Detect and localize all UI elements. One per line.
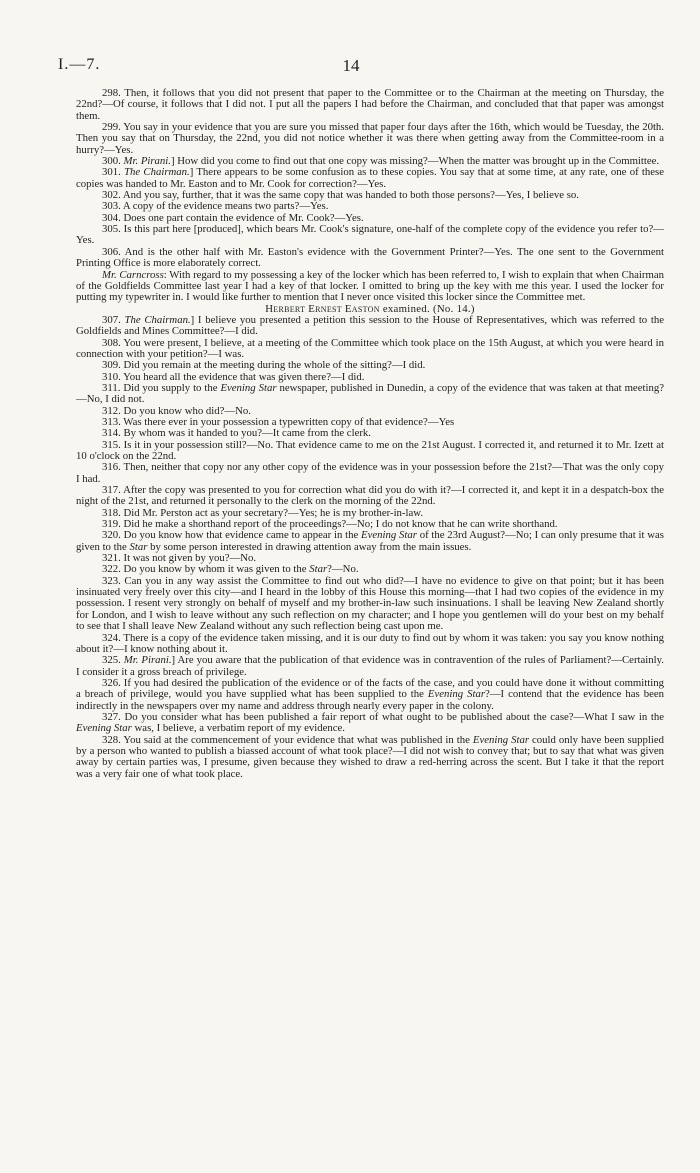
italic-text: Evening Star	[220, 381, 277, 394]
text-run: ] How did you come to find out that one copy was missing?—When the matter was brought up in the Committee.	[170, 155, 660, 168]
italic-text: Evening Star	[472, 733, 530, 746]
text-run: 318. Did Mr. Perston act as your secretary?—Yes; he is my brother-in-law.	[102, 506, 424, 519]
paragraph	[76, 633, 664, 656]
text-run: 313. Was there ever in your possession a typewritten copy of that evidence?—Yes	[102, 415, 455, 428]
text-run: 310. You heard all the evidence that was given there?—I did.	[102, 370, 365, 383]
paragraph	[76, 576, 664, 633]
text-run: 326. If you had desired the publication of the evidence or of the facts of the case, and you could have done it without committing a breach of privilege, would you have supplied what has been supplied to the	[76, 676, 664, 701]
text-run: 314. By whom was it handed to you?—It came from the clerk.	[102, 427, 371, 440]
text-run: ?—I contend that the evidence has been indirectly in the newspapers over my name and address through nearly every paper in the colony.	[76, 688, 664, 712]
paragraph	[76, 735, 664, 780]
paragraph	[76, 338, 664, 361]
text-run: 307.	[102, 313, 125, 326]
italic-text: The Chairman.	[124, 313, 191, 326]
paragraph	[76, 383, 664, 406]
text-run: was, I believe, a verbatim report of my evidence.	[131, 722, 345, 735]
text-run: 303. A copy of the evidence means two parts?—Yes.	[102, 200, 329, 213]
italic-text: Evening Star	[76, 722, 132, 735]
text-run: newspaper, published in Dunedin, a copy of the evidence that was taken at that meeting?—No, I did not.	[76, 381, 664, 406]
paragraph	[76, 122, 664, 156]
italic-text: Mr. Pirani.	[123, 654, 172, 667]
italic-text: Mr. Carncross	[102, 268, 164, 281]
page-header	[58, 56, 644, 76]
text-run: 323. Can you in any way assist the Committee to find out who did?—I have no evidence to give on that point; but it has been insinuated very freely over this city—and I heard in the lobby of this House this morning—that I had two copies of the evidence in my possession. I resent very strongly on behalf of myself and my brother-in-law such insinuations. I shall be leaving New Zealand shortly for London, and I wish to leave without any such reflection on my character; and I hope you gentlemen will do your best on my behalf to see that I shall leave New Zealand without any such reflection being cast upon me.	[76, 574, 664, 633]
paragraph	[76, 270, 664, 304]
paragraph	[76, 530, 664, 553]
text-run: examined. (No. 14.)	[379, 302, 475, 315]
text-run: 300.	[102, 155, 124, 168]
text-run: ] I believe you presented a petition this session to the House of Representatives, which was referred to the Goldfields and Mines Committee?—I did.	[76, 313, 665, 338]
paragraph	[76, 88, 664, 122]
italic-text: Star	[309, 563, 328, 576]
text-run: 301.	[102, 166, 125, 179]
text-run: 305. Is this part here [produced], which bears Mr. Cook's signature, one-half of the complete copy of the evidence you refer to?—Yes.	[76, 223, 664, 247]
text-run: 324. There is a copy of the evidence taken missing, and it is our duty to find out by whom it was taken: you say you know nothing about it?—I know nothing about it.	[76, 631, 664, 655]
paragraph	[76, 167, 664, 190]
text-run: 319. Did he make a shorthand report of the proceedings?—No; I do not know that he can write shorthand.	[102, 518, 558, 531]
text-run: 328. You said at the commencement of your evidence that what was published in the	[102, 733, 473, 746]
text-run: 302. And you say, further, that it was the same copy that was handed to both those persons?—Yes, I believe so.	[102, 189, 579, 202]
text-run: 309. Did you remain at the meeting during the whole of the sitting?—I did.	[102, 359, 426, 372]
paragraph	[76, 224, 664, 247]
text-run: ?—No.	[327, 563, 359, 576]
text-run: 312. Do you know who did?—No.	[102, 404, 251, 417]
text-run: 327. Do you consider what has been published a fair report of what ought to be published about the case?—What I saw in the	[102, 710, 664, 723]
paragraph	[76, 247, 664, 270]
paragraph	[76, 462, 664, 485]
text-run: by some person interested in drawing attention away from the main issues.	[147, 540, 472, 553]
paragraph	[76, 655, 664, 678]
italic-text: Evening Star	[427, 688, 486, 701]
paper-reference: I.—7.	[58, 56, 101, 73]
italic-text: Star	[129, 540, 148, 553]
text-run: 321. It was not given by you?—No.	[102, 552, 257, 565]
text-run: ] There appears to be some confusion as to these copies. You say that at some time, at any rate, one of these copies was handed to Mr. Easton and to Mr. Cook for correction?—Yes.	[76, 166, 664, 190]
italic-text: Evening Star	[361, 529, 417, 542]
italic-text: The Chairman.	[124, 166, 190, 179]
text-run: 311. Did you supply to the	[102, 381, 221, 394]
text-run: 317. After the copy was presented to you for correction what did you do with it?—I corrected it, and kept it in a despatch-box the night of the 21st, and returned it personally to the clerk on the morning of the 22nd.	[76, 484, 664, 508]
text-run: 304. Does one part contain the evidence of Mr. Cook?—Yes.	[102, 211, 364, 224]
text-run: 315. Is it in your possession still?—No. That evidence came to me on the 21st August. I corrected it, and returned it to Mr. Izett at 10 o'clock on the 22nd.	[76, 438, 664, 462]
text-run: 325.	[102, 654, 124, 667]
text-run: 316. Then, neither that copy nor any other copy of the evidence was in your possession before the 21st?—That was the only copy I had.	[76, 461, 664, 485]
paragraph	[76, 485, 664, 508]
italic-text: Mr. Pirani.	[123, 155, 171, 168]
text-run: 298. Then, it follows that you did not present that paper to the Committee or to the Chairman at the meeting on Thursday, the 22nd?—Of course, it follows that I did not. I put all the papers I had before the Chairman, and concluded that that paper was amongst them.	[76, 87, 664, 122]
text-run: 322. Do you know by whom it was given to the	[102, 563, 310, 576]
text-run: of the 23rd August?—No; I can only presume that it was given to the	[76, 529, 664, 553]
paragraph	[76, 678, 664, 712]
text-run: 320. Do you know how that evidence came to appear in the	[102, 529, 362, 542]
page-number: 14	[342, 56, 360, 75]
paragraph	[76, 712, 664, 735]
text-run: 299. You say in your evidence that you are sure you missed that paper four days after the 16th, which would be Tuesday, the 20th. Then you say that on Thursday, the 22nd, you did not notice whether it was there when getting away from the Committee-room in a hurry?—Yes.	[76, 121, 664, 156]
paragraph	[76, 440, 664, 463]
document-body	[76, 88, 664, 780]
witness-name: Herbert Ernest Easton	[265, 302, 380, 315]
text-run: ] Are you aware that the publication of that evidence was in contravention of the rules of Parliament?—Certainly. I consider it a gross breach of privilege.	[76, 654, 664, 678]
text-run: 308. You were present, I believe, at a meeting of the Committee which took place on the 15th August, at which you were heard in connection with your petition?—I was.	[76, 336, 664, 360]
text-run: 306. And is the other half with Mr. Easton's evidence with the Government Printer?—Yes. The one sent to the Government Printing Office is more elaborately correct.	[76, 245, 664, 270]
text-run: : With regard to my possessing a key of the locker which has been referred to, I wish to explain that when Chairman of the Goldfields Committee last year I had a key of that locker. I omitted to bring up the key with me this year. I used the locker for putting my typewriter in. I would like further to mention that I never once visited this locker since the Committee met.	[76, 268, 664, 304]
text-run: could only have been supplied by a person who wanted to publish a biassed account of what took place?—I did not wish to convey that; but to say that what was given away by certain parties was, I presume, given because they wished to draw a red-herring across the scent. But I take it that the report was a very fair one of what took place.	[76, 733, 664, 780]
paragraph	[76, 315, 664, 338]
